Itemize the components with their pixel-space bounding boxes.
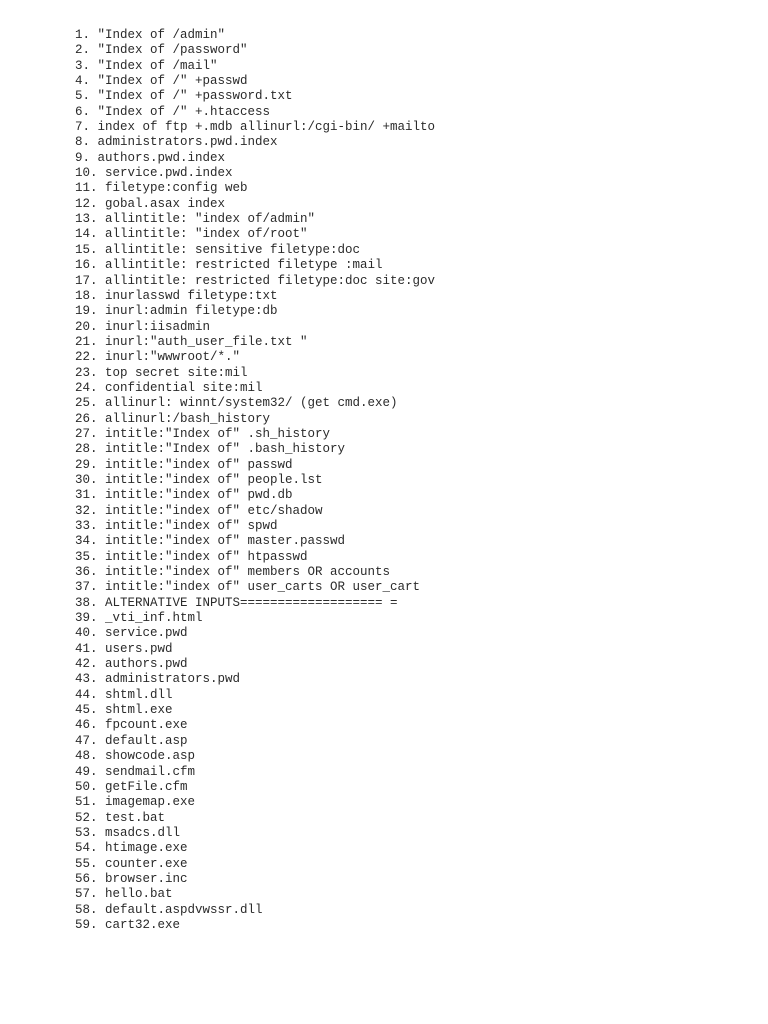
list-item: 14. allintitle: "index of/root"	[75, 227, 308, 242]
list-item: 46. fpcount.exe	[75, 718, 188, 733]
list-item: 41. users.pwd	[75, 641, 173, 656]
list-item: 42. authors.pwd	[75, 657, 188, 672]
list-item: 50. getFile.cfm	[75, 779, 188, 794]
query-list	[75, 28, 435, 933]
list-item: 27. intitle:"Index of" .sh_history	[75, 426, 331, 441]
list-item: 53. msadcs.dll	[75, 825, 181, 840]
list-item: 19. inurl:admin filetype:db	[75, 304, 278, 319]
list-item: 56. browser.inc	[75, 871, 188, 886]
list-item: 35. intitle:"index of" htpasswd	[75, 549, 308, 564]
list-item: 29. intitle:"index of" passwd	[75, 457, 293, 472]
list-item: 3. "Index of /mail"	[75, 58, 218, 73]
list-item: 59. cart32.exe	[75, 917, 181, 932]
list-item: 4. "Index of /" +passwd	[75, 74, 248, 89]
list-item: 47. default.asp	[75, 733, 188, 748]
list-item: 23. top secret site:mil	[75, 365, 248, 380]
list-item: 37. intitle:"index of" user_carts OR user_cart	[75, 580, 421, 595]
list-item: 49. sendmail.cfm	[75, 764, 196, 779]
list-item: 2. "Index of /password"	[75, 43, 248, 58]
list-item: 36. intitle:"index of" members OR accounts	[75, 565, 391, 580]
list-item: 25. allinurl: winnt/system32/ (get cmd.exe)	[75, 396, 398, 411]
list-item: 9. authors.pwd.index	[75, 150, 226, 165]
list-item: 22. inurl:"wwwroot/*."	[75, 350, 241, 365]
list-item: 20. inurl:iisadmin	[75, 319, 211, 334]
list-item: 21. inurl:"auth_user_file.txt "	[75, 334, 308, 349]
list-item: 26. allinurl:/bash_history	[75, 411, 271, 426]
list-item: 12. gobal.asax index	[75, 196, 226, 211]
list-item: 15. allintitle: sensitive filetype:doc	[75, 242, 361, 257]
list-item: 57. hello.bat	[75, 887, 173, 902]
list-item: 1. "Index of /admin"	[75, 28, 226, 42]
list-item: 40. service.pwd	[75, 626, 188, 641]
list-item: 52. test.bat	[75, 810, 166, 825]
list-item: 34. intitle:"index of" master.passwd	[75, 534, 346, 549]
list-item: 44. shtml.dll	[75, 687, 173, 702]
list-item: 11. filetype:config web	[75, 181, 248, 196]
list-item: 10. service.pwd.index	[75, 166, 233, 181]
list-item: 45. shtml.exe	[75, 703, 173, 718]
list-item: 55. counter.exe	[75, 856, 188, 871]
list-item: 33. intitle:"index of" spwd	[75, 519, 278, 533]
list-item: 6. "Index of /" +.htaccess	[75, 104, 271, 119]
list-item: 17. allintitle: restricted filetype:doc site:gov	[75, 273, 436, 288]
list-item: 16. allintitle: restricted filetype :mail	[75, 258, 383, 273]
list-item: 30. intitle:"index of" people.lst	[75, 472, 323, 487]
list-item: 31. intitle:"index of" pwd.db	[75, 488, 293, 503]
list-item: 48. showcode.asp	[75, 749, 196, 764]
list-item: 24. confidential site:mil	[75, 380, 263, 395]
list-item: 51. imagemap.exe	[75, 795, 196, 810]
list-item: 5. "Index of /" +password.txt	[75, 89, 293, 104]
list-item: 54. htimage.exe	[75, 841, 188, 856]
list-item: 28. intitle:"Index of" .bash_history	[75, 442, 346, 457]
list-item: 58. default.aspdvwssr.dll	[75, 902, 263, 917]
list-item: 7. index of ftp +.mdb allinurl:/cgi-bin/ +mailto	[75, 120, 436, 135]
list-item: 38. ALTERNATIVE INPUTS=================== =	[75, 595, 398, 610]
list-item: 39. _vti_inf.html	[75, 611, 203, 626]
list-item: 13. allintitle: "index of/admin"	[75, 212, 316, 227]
list-item: 43. administrators.pwd	[75, 672, 241, 687]
list-item: 32. intitle:"index of" etc/shadow	[75, 503, 323, 518]
list-item: 8. administrators.pwd.index	[75, 135, 278, 150]
list-item: 18. inurlasswd filetype:txt	[75, 288, 278, 303]
